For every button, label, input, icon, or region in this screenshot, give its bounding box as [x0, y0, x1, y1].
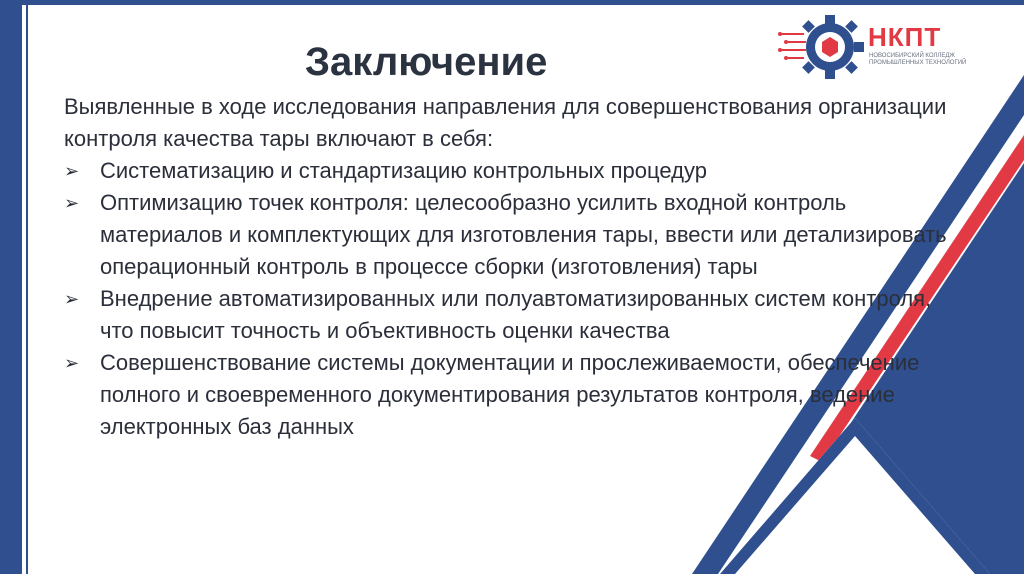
bullet-text: Совершенствование системы документации и прослеживаемости, обеспечение полного и своевременного документирования результатов контроля, ведение электронных баз данных [100, 350, 920, 439]
intro-text: Выявленные в ходе исследования направления для совершенствования организации контроля качества тары включают в себя: [64, 94, 947, 151]
slide-body [64, 91, 964, 443]
bullet-item [64, 187, 964, 283]
logo [778, 12, 978, 82]
bullet-item [64, 283, 964, 347]
bullet-list [64, 155, 964, 443]
logo-name: НКПТ [868, 22, 942, 52]
logo-subtitle: НОВОСИБИРСКИЙ КОЛЛЕДЖ ПРОМЫШЛЕННЫХ ТЕХНОЛОГИЙ [869, 53, 967, 66]
slide-title: Заключение [305, 40, 548, 84]
arrowhead-bullet-icon: ➢ [64, 193, 80, 213]
gear-logo-icon [778, 12, 864, 82]
arrowhead-bullet-icon: ➢ [64, 353, 80, 373]
bullet-text: Внедрение автоматизированных или полуавтоматизированных систем контроля, что повысит точность и объективность оценки качества [100, 286, 932, 343]
bullet-item [64, 155, 964, 187]
bullet-text: Оптимизацию точек контроля: целесообразно усилить входной контроль материалов и комплектующих для изготовления тары, ввести или детализировать операционный контроль в процессе сборки (изготовления) тары [100, 190, 947, 279]
bullet-item [64, 347, 964, 443]
arrowhead-bullet-icon: ➢ [64, 289, 80, 309]
arrowhead-bullet-icon: ➢ [64, 161, 80, 181]
bullet-text: Систематизацию и стандартизацию контрольных процедур [100, 158, 707, 183]
